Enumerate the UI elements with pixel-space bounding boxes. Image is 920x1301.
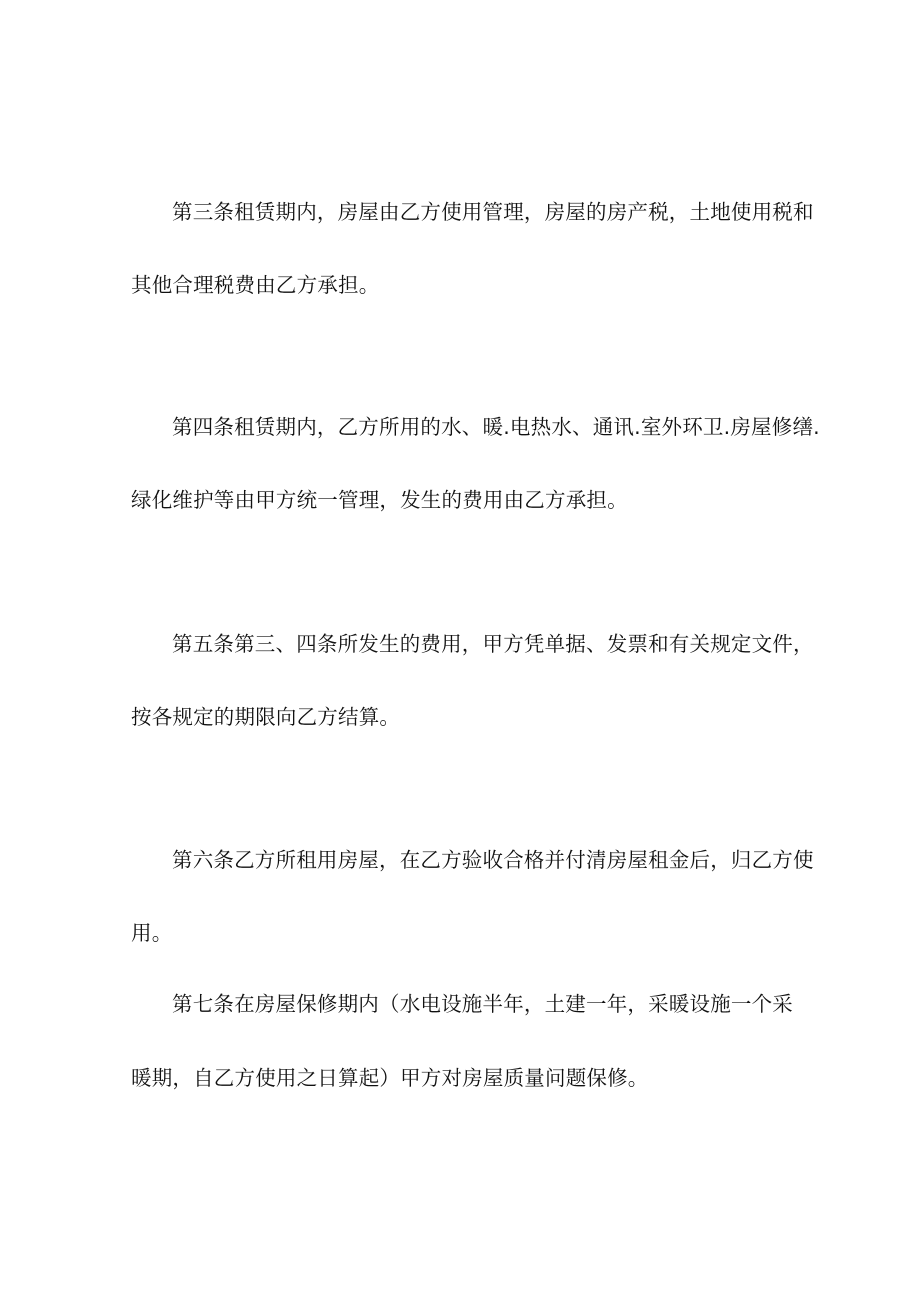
clause-3-line-1: 第三条租赁期内，房屋由乙方使用管理，房屋的房产税，土地使用税和 xyxy=(172,200,814,224)
clause-5-line-1: 第五条第三、四条所发生的费用，甲方凭单据、发票和有关规定文件， xyxy=(172,632,814,656)
clause-3-line-2: 其他合理税费由乙方承担。 xyxy=(131,273,380,297)
clause-7-line-1: 第七条在房屋保修期内（水电设施半年，土建一年，采暖设施一个采 xyxy=(172,992,793,1016)
clause-4-line-2: 绿化维护等由甲方统一管理，发生的费用由乙方承担。 xyxy=(131,488,628,512)
clause-5-line-2: 按各规定的期限向乙方结算。 xyxy=(131,705,401,729)
clause-7-line-2: 暖期，自乙方使用之日算起）甲方对房屋质量问题保修。 xyxy=(131,1066,649,1090)
clause-4-line-1: 第四条租赁期内，乙方所用的水、暖.电热水、通讯.室外环卫.房屋修缮. xyxy=(172,415,820,439)
clause-6-line-2: 用。 xyxy=(131,921,173,945)
clause-6-line-1: 第六条乙方所租用房屋，在乙方验收合格并付清房屋租金后，归乙方使 xyxy=(172,848,814,872)
